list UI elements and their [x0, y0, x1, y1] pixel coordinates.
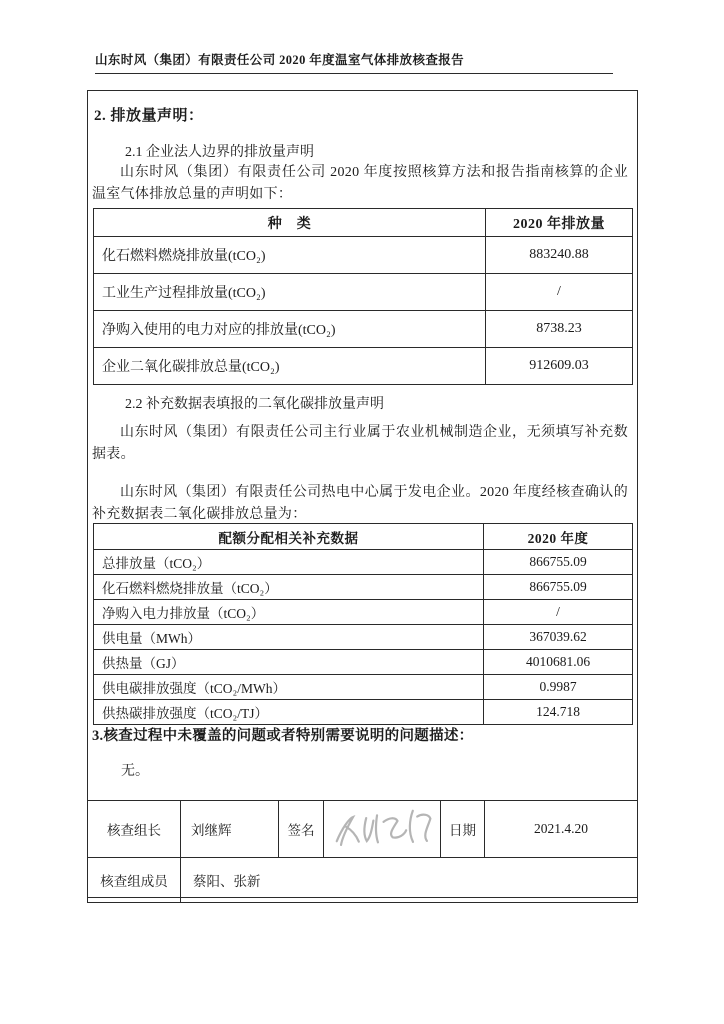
legal-entity-emissions-table: [93, 208, 633, 385]
members-role-label: 核查组成员: [88, 858, 181, 903]
section-3-heading: 3.核查过程中未覆盖的问题或者特别需要说明的问题描述：: [92, 728, 474, 744]
supplementary-data-table: [93, 523, 633, 725]
table-row: [94, 550, 633, 575]
table-row: [94, 348, 633, 385]
table-row: [94, 600, 633, 625]
table-row: [94, 625, 633, 650]
date-value: 2021.4.20: [485, 801, 638, 858]
table-cell-label: 净购入电力排放量（tCO₂）: [94, 600, 484, 625]
table-cell-label: 化石燃料燃烧排放量(tCO₂): [94, 237, 486, 274]
signature-cell: [324, 801, 441, 858]
table-row: [94, 575, 633, 600]
table-cell-label: 供电碳排放强度（tCO₂/MWh）: [94, 675, 484, 700]
table-cell-value: 0.9987: [484, 675, 633, 700]
table-header-2020-year: 2020 年度: [484, 524, 633, 550]
table-cell-label: 工业生产过程排放量(tCO₂): [94, 274, 486, 311]
table-cell-label: 供热量（GJ）: [94, 650, 484, 675]
table-cell-value: 367039.62: [484, 625, 633, 650]
table-row: [88, 801, 638, 858]
leader-role-label: 核查组长: [88, 801, 181, 858]
table-cell-value: 883240.88: [486, 237, 633, 274]
table-cell-value: 8738.23: [486, 311, 633, 348]
verification-signoff-table: [87, 800, 638, 903]
table-cell-label: 净购入使用的电力对应的排放量(tCO₂): [94, 311, 486, 348]
table-row: [88, 858, 638, 903]
section-2-1-paragraph: 山东时风（集团）有限责任公司 2020 年度按照核算方法和报告指南核算的企业温室气体排放总量的声明如下：: [92, 165, 628, 202]
table-cell-label: 化石燃料燃烧排放量（tCO₂）: [94, 575, 484, 600]
table-cell-value: 4010681.06: [484, 650, 633, 675]
signature-label: 签名: [279, 801, 324, 858]
leader-name: 刘继辉: [181, 801, 279, 858]
table-cell-value: 124.718: [484, 700, 633, 725]
table-row: [94, 700, 633, 725]
date-label: 日期: [441, 801, 485, 858]
table-header-row: [94, 209, 633, 237]
table-row: [94, 650, 633, 675]
table-header-quota-data: 配额分配相关补充数据: [94, 524, 484, 550]
table-cell-label: 供电量（MWh）: [94, 625, 484, 650]
table-cell-value: /: [484, 600, 633, 625]
report-content-box: [87, 90, 638, 898]
table-header-category: 种 类: [94, 209, 486, 237]
section-2-2-paragraph-2: 山东时风（集团）有限责任公司热电中心属于发电企业。2020 年度经核查确认的补充数据表二氧化碳排放总量为：: [92, 485, 628, 522]
table-cell-value: 866755.09: [484, 550, 633, 575]
table-header-row: [94, 524, 633, 550]
table-cell-label: 总排放量（tCO₂）: [94, 550, 484, 575]
table-cell-value: 912609.03: [486, 348, 633, 385]
table-cell-value: /: [486, 274, 633, 311]
table-cell-value: 866755.09: [484, 575, 633, 600]
section-2-1-heading: 2.1 企业法人边界的排放量声明: [125, 145, 314, 160]
section-2-heading: 2. 排放量声明：: [94, 108, 204, 124]
table-row: [94, 274, 633, 311]
handwritten-signature-icon: [329, 804, 436, 853]
table-row: [94, 311, 633, 348]
table-header-2020-emissions: 2020 年排放量: [486, 209, 633, 237]
table-cell-label: 企业二氧化碳排放总量(tCO₂): [94, 348, 486, 385]
members-names: 蔡阳、张新: [181, 858, 638, 903]
section-3-content: 无。: [121, 764, 149, 779]
section-2-2-paragraph-1: 山东时风（集团）有限责任公司主行业属于农业机械制造企业，无须填写补充数据表。: [92, 425, 628, 462]
page-header-title: 山东时风（集团）有限责任公司 2020 年度温室气体排放核查报告: [95, 50, 613, 74]
section-2-2-heading: 2.2 补充数据表填报的二氧化碳排放量声明: [125, 397, 384, 412]
table-row: [94, 675, 633, 700]
table-row: [94, 237, 633, 274]
table-cell-label: 供热碳排放强度（tCO₂/TJ）: [94, 700, 484, 725]
